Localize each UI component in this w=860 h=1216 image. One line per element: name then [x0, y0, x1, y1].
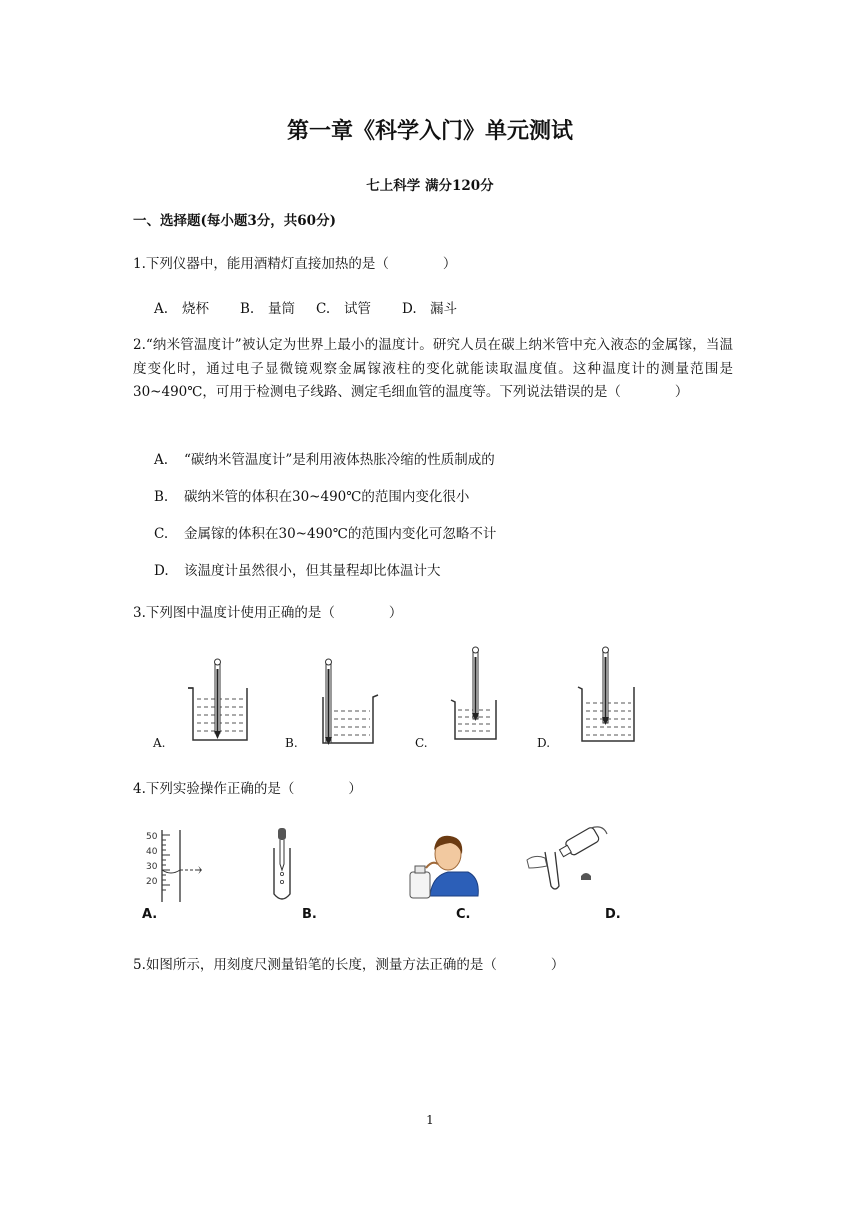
page-subtitle: 七上科学 满分120分 [366, 178, 494, 194]
figure-label-a: A. [153, 736, 166, 750]
figure-label-c: C. [415, 736, 428, 750]
option-text: 漏斗 [430, 301, 457, 317]
question-2-option-b [154, 485, 469, 505]
section-heading: 一、选择题(每小题3分，共60分) [133, 213, 336, 229]
figure-label-b: B. [302, 907, 317, 922]
page-number: 1 [426, 1113, 434, 1127]
question-2-option-a [154, 448, 495, 468]
question-2-stem: 2.“纳米管温度计”被认定为世界上最小的温度计。研究人员在碳上纳米管中充入液态的金属镓，当温度变化时，通过电子显微镜观察金属镓液柱的变化就能读取温度值。这种温度计的测量范围是 30~490℃，可用于检测电子线路、测定毛细血管的温度等。下列说法错误的是（ ） [133, 337, 733, 400]
option-letter: C. [154, 526, 169, 542]
option-text: 试管 [344, 301, 371, 317]
option-text: 金属镓的体积在30~490℃的范围内变化可忽略不计 [184, 526, 497, 542]
tick-label: 20 [146, 877, 158, 887]
cylinder-scale-labels [146, 830, 157, 890]
option-text: 烧杯 [182, 301, 209, 317]
question-1-stem: 1.下列仪器中，能用酒精灯直接加热的是（ ） [133, 256, 457, 272]
figure-label-d: D. [605, 907, 621, 922]
option-text: 该温度计虽然很小，但其量程却比体温计大 [184, 563, 441, 579]
option-letter: A. [154, 452, 169, 468]
question-1-options [154, 297, 457, 317]
option-letter: D. [154, 563, 169, 579]
pouring-liquid-figure [525, 822, 611, 902]
option-letter: B. [154, 489, 169, 505]
option-text: 量筒 [268, 301, 295, 317]
beaker-thermometer-figure-a [185, 655, 255, 745]
option-text: 碳纳米管的体积在30~490℃的范围内变化很小 [184, 489, 470, 505]
tick-label: 30 [146, 862, 158, 872]
question-5-stem: 5.如图所示，用刻度尺测量铅笔的长度，测量方法正确的是（ ） [133, 957, 565, 973]
figure-label-a: A. [142, 907, 158, 922]
question-2-option-c [154, 522, 496, 542]
beaker-thermometer-figure-c [448, 645, 504, 741]
option-text: “碳纳米管温度计”是利用液体热胀冷缩的性质制成的 [184, 452, 495, 468]
tick-label: 50 [146, 832, 158, 842]
smelling-bottle-figure [408, 826, 478, 902]
tick-label: 40 [146, 847, 158, 857]
option-letter: B. [240, 301, 255, 317]
figure-label-d: D. [537, 736, 551, 750]
figure-label-c: C. [456, 907, 471, 922]
question-2-option-d [154, 559, 441, 579]
question-3-stem: 3.下列图中温度计使用正确的是（ ） [133, 605, 403, 621]
question-4-stem: 4.下列实验操作正确的是（ ） [133, 781, 362, 797]
beaker-thermometer-figure-d [576, 645, 640, 743]
option-letter: A. [154, 301, 169, 317]
beaker-thermometer-figure-b [318, 655, 388, 747]
figure-label-b: B. [285, 736, 298, 750]
page-title: 第一章《科学入门》单元测试 [286, 118, 573, 144]
option-letter: C. [316, 301, 331, 317]
dropper-test-tube-figure [262, 822, 302, 904]
option-letter: D. [402, 301, 417, 317]
